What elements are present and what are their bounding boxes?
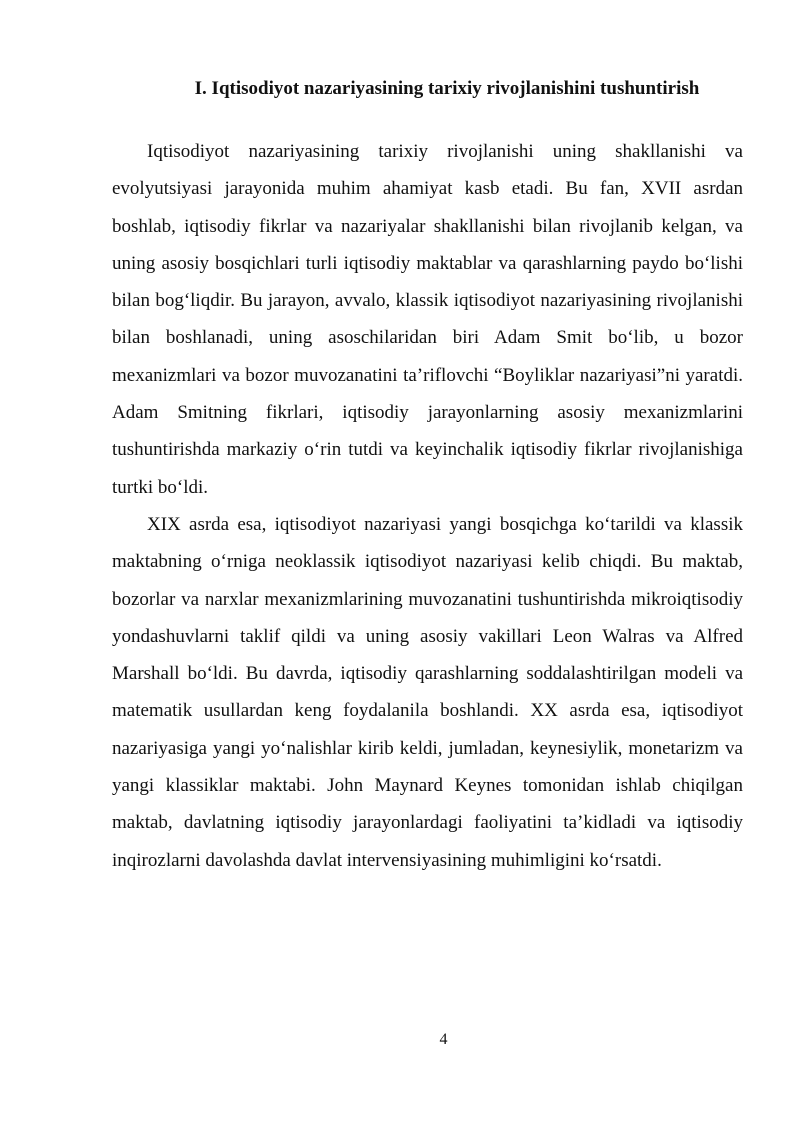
paragraph-1: Iqtisodiyot nazariyasining tarixiy rivojlanishi uning shakllanishi va evolyutsiyasi jarayonida muhim ahamiyat kasb etadi. Bu fan, XVII asrdan boshlab, iqtisodiy fikrlar va nazariyalar shakllanishi bilan rivojlanib kelgan, va uning asosiy bosqichlari turli iqtisodiy maktablar va qarashlarning paydo bo‘lishi bilan bog‘liqdir. Bu jarayon, avvalo, klassik iqtisodiyot nazariyasining rivojlanishi bilan boshlanadi, uning asoschilaridan biri Adam Smit bo‘lib, u bozor mexanizmlari va bozor muvozanatini ta’riflovchi “Boyliklar nazariyasi”ni yaratdi. Adam Smitning fikrlari, iqtisodiy jarayonlarning asosiy mexanizmlarini tushuntirishda markaziy o‘rin tutdi va keyinchalik iqtisodiy fikrlar rivojlanishiga turtki bo‘ldi. [112,141,743,498]
body-text [112,133,743,879]
section-heading: I. Iqtisodiyot nazariyasining tarixiy rivojlanishini tushuntirish [194,78,700,99]
paragraph-2: XIX asrda esa, iqtisodiyot nazariyasi yangi bosqichga ko‘tarildi va klassik maktabning o‘rniga neoklassik iqtisodiyot nazariyasi kelib chiqdi. Bu maktab, bozorlar va narxlar mexanizmlarining muvozanatini tushuntirishda mikroiqtisodiy yondashuvlarni taklif qildi va uning asosiy vakillari Leon Walras va Alfred Marshall bo‘ldi. Bu davrda, iqtisodiy qarashlarning soddalashtirilgan modeli va matematik usullardan keng foydalanila boshlandi. XX asrda esa, iqtisodiyot nazariyasiga yangi yo‘nalishlar kirib keldi, jumladan, keynesiylik, monetarizm va yangi klassiklar maktabi. John Maynard Keynes tomonidan ishlab chiqilgan maktab, davlatning iqtisodiy jarayonlardagi faoliyatini ta’kidladi va iqtisodiy inqirozlarni davolashda davlat intervensiyasining muhimligini ko‘rsatdi. [112,513,743,871]
page-number: 4 [439,1031,448,1048]
